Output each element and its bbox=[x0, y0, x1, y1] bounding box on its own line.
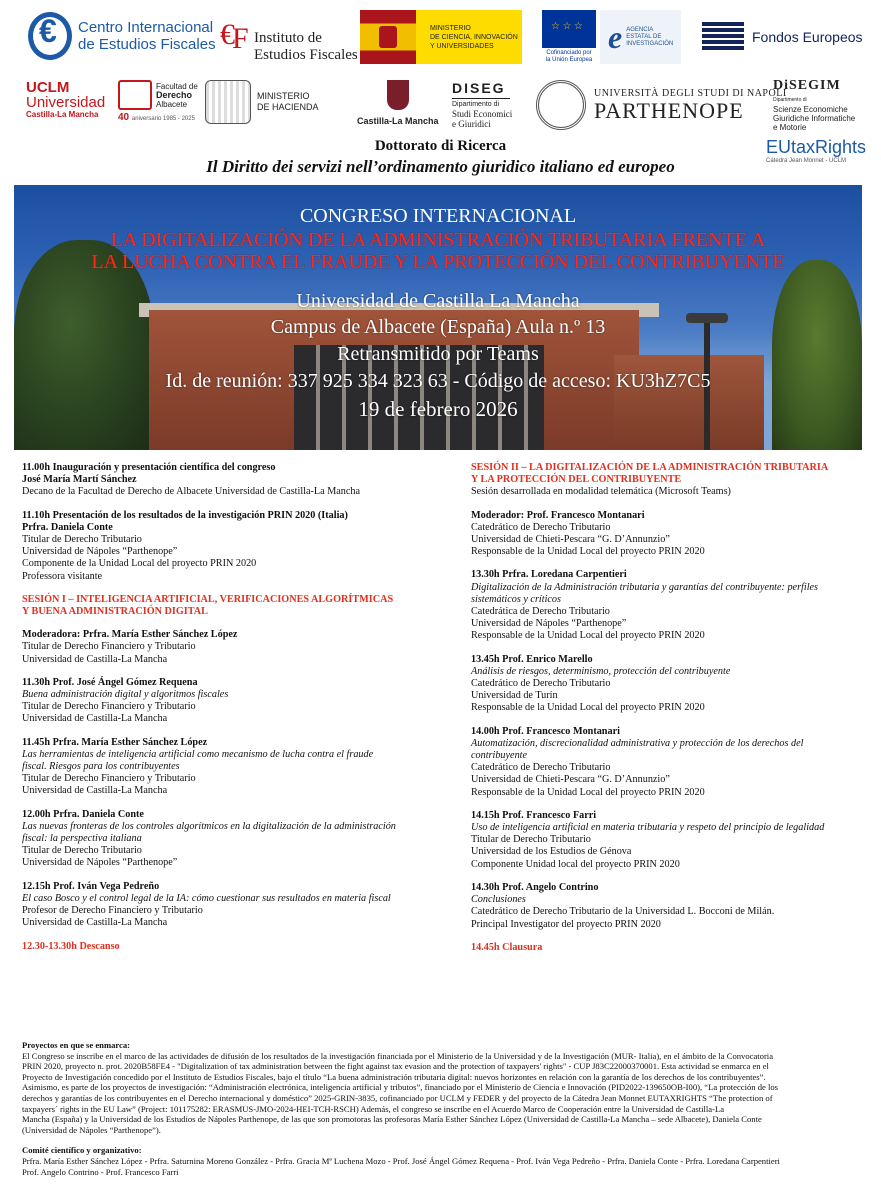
cief-logo-text: Centro Internacional de Estudios Fiscales bbox=[78, 19, 216, 53]
program-line: Titular de Derecho Financiero y Tributario bbox=[22, 641, 196, 653]
program-line: 11.30h Prof. José Ángel Gómez Requena bbox=[22, 676, 198, 688]
program-line: Catedrática de Derecho Tributario bbox=[471, 606, 610, 618]
program-line: Catedrático de Derecho Tributario de la Universidad L. Bocconi de Milán. bbox=[471, 906, 775, 918]
footer-line: Prof. Angelo Contrino - Prof. Francesco Farri bbox=[22, 1166, 179, 1177]
program-line: 13.45h Prof. Enrico Marello bbox=[471, 653, 593, 665]
program-line: Las nuevas fronteras de los controles algorítmicos en la digitalización de la administración bbox=[22, 820, 396, 832]
program-line: Responsable de la Unidad Local del proyecto PRIN 2020 bbox=[471, 630, 705, 642]
uclm-logo: UCLM Universidad Castilla-La Mancha bbox=[26, 79, 106, 119]
program-line: Catedrático de Derecho Tributario bbox=[471, 762, 611, 774]
cief-emblem-icon bbox=[28, 12, 72, 60]
eu-flag-icon bbox=[542, 10, 596, 48]
ministerio-hacienda-logo bbox=[205, 80, 319, 124]
footer-line: derechos y garantías de los contribuyentes en el Derecho internacional y doméstico” 2025-GRIN-3835, cofinanciado por UCLM y FEDER y del proyecto de la Cátedra Jean Monnet EUTAXRIGHTS “The protection of bbox=[22, 1092, 773, 1103]
spacer bbox=[22, 499, 447, 510]
parthenope-seal-icon bbox=[536, 80, 586, 130]
session-heading: SESIÓN II – LA DIGITALIZACIÓN DE LA ADMINISTRACIÓN TRIBUTARIA bbox=[471, 462, 829, 473]
program-line: El caso Bosco y el control legal de la IA: cómo cuestionar sus resultados en materia fiscal bbox=[22, 892, 391, 904]
congress-broadcast: Retransmitido por Teams bbox=[337, 343, 539, 365]
program-line: Componente Unidad local del proyecto PRIN 2020 bbox=[471, 858, 680, 870]
program-line: 12.00h Prfra. Daniela Conte bbox=[22, 808, 144, 820]
parthenope-logo bbox=[536, 80, 787, 130]
spacer bbox=[22, 1135, 867, 1145]
program-line: contribuyente bbox=[471, 750, 528, 762]
congress-university: Universidad de Castilla La Mancha bbox=[296, 290, 580, 312]
dottorato-title: Dottorato di Ricerca bbox=[374, 138, 507, 154]
program-line: 11.10h Presentación de los resultados de la investigación PRIN 2020 (Italia) bbox=[22, 509, 348, 521]
ief-logo-text: Instituto de Estudios Fiscales bbox=[254, 30, 358, 63]
program-line: Conclusiones bbox=[471, 894, 526, 906]
congress-label: CONGRESO INTERNACIONAL bbox=[299, 205, 577, 227]
eutaxrights-logo: EUtaxRights Cátedra Jean Monnet - UCLM bbox=[766, 137, 867, 164]
program-line: Titular de Derecho Financiero y Tributario bbox=[22, 701, 196, 713]
hacienda-logo-text: MINISTERIO DE HACIENDA bbox=[257, 91, 319, 112]
footer-line: Asimismo, es parte de los proyectos de investigación: “Administración electrónica, inteligencia artificial y tributos”, financiado por el Ministerio de Ciencia e Innovación (PID2022-139650OB-I00), “La protección de los bbox=[22, 1082, 779, 1093]
footer-line: Proyecto de Investigación concedido por el Instituto de Estudios Fiscales, bajo el título “La buena administración tributaria digital: nuevos horizontes en relación con la garantía de los derechos de los contribuyentes”. bbox=[22, 1071, 766, 1082]
congress-date: 19 de febrero 2026 bbox=[358, 397, 518, 421]
program-line: Automatización, discrecionalidad administrativa y protección de los derechos del bbox=[471, 737, 804, 749]
aei-logo bbox=[600, 10, 681, 64]
program-line: Universidad de Chieti-Pescara “G. D’Annunzio” bbox=[471, 774, 670, 786]
program-line: Responsable de la Unidad Local del proyecto PRIN 2020 bbox=[471, 546, 705, 558]
facultad-logo-text: Facultad de Derecho Albacete bbox=[156, 81, 198, 109]
cief-logo bbox=[28, 12, 216, 60]
footer-line: Proyectos en que se enmarca: bbox=[22, 1040, 131, 1050]
aei-logo-text: AGENCIA ESTATAL DE INVESTIGACIÓN bbox=[626, 26, 674, 47]
spacer bbox=[22, 726, 447, 737]
spacer bbox=[471, 715, 866, 726]
footer-notes bbox=[22, 1040, 867, 1177]
program-line: Universidad de Nápoles “Parthenope” bbox=[471, 618, 627, 630]
parthenope-logo-text: UNIVERSITÀ DEGLI STUDI DI NAPOLI PARTHENOPE bbox=[594, 87, 787, 123]
program-line: Sesión desarrollada en modalidad telemática (Microsoft Teams) bbox=[471, 486, 731, 498]
program-line: Titular de Derecho Financiero y Tributario bbox=[22, 773, 196, 785]
fondos-stripes-icon bbox=[702, 22, 744, 52]
footer-line: El Congreso se inscribe en el marco de las actividades de difusión de los resultados de la investigación financiada por el Ministerio de la Universidad y de la Investigación (MUR- Italia), en el ámbito de la Convocatoria bbox=[22, 1050, 774, 1061]
program-line: Componente de la Unidad Local del proyecto PRIN 2020 bbox=[22, 558, 257, 570]
program-line: Responsable de la Unidad Local del proyecto PRIN 2020 bbox=[471, 786, 705, 798]
congress-banner bbox=[14, 185, 862, 450]
program-line: Titular de Derecho Tributario bbox=[22, 845, 142, 857]
spacer bbox=[22, 666, 447, 677]
spacer bbox=[22, 618, 447, 629]
program-line: Moderadora: Prfra. María Esther Sánchez López bbox=[22, 629, 238, 641]
diseg-divider bbox=[452, 98, 510, 99]
program-line: 14.00h Prof. Francesco Montanari bbox=[471, 725, 620, 737]
castilla-coat-of-arms-icon bbox=[387, 80, 409, 110]
program-line: Titular de Derecho Tributario bbox=[471, 834, 591, 846]
program-line: Digitalización de la Administración tributaria y garantías del contribuyente: perfiles bbox=[471, 581, 819, 593]
diseg-logo: DISEG Dipartimento di Studi Economici e Giuridici bbox=[452, 80, 513, 129]
program-line: Universidad de Castilla-La Mancha bbox=[22, 785, 168, 797]
program-line: Universidad de Chieti-Pescara “G. D’Annunzio” bbox=[471, 534, 670, 546]
spacer bbox=[471, 871, 866, 882]
footer-line: Comité científico y organizativo: bbox=[22, 1145, 142, 1156]
program-line: 14.15h Prof. Francesco Farri bbox=[471, 809, 597, 821]
program-line: fiscal. Riesgos para los contribuyentes bbox=[22, 761, 180, 773]
ministerio-ciencia-logo bbox=[360, 10, 522, 64]
spacer bbox=[471, 931, 866, 942]
scales-icon bbox=[118, 80, 152, 110]
footer-line: Mancha (España) y la Universidad de los Estudios de Nápoles Parthenope, de las que son promotoras las profesoras María Esther Sánchez López (Universidad de Castilla-La Mancha – sede Albacete), Daniela Conte bbox=[22, 1114, 762, 1125]
program-line: Prfra. Daniela Conte bbox=[22, 521, 113, 533]
facultad-derecho-logo bbox=[118, 80, 198, 123]
session-heading: Y BUENA ADMINISTRACIÓN DIGITAL bbox=[22, 606, 208, 618]
program-line: Universidad de Castilla-La Mancha bbox=[22, 653, 168, 665]
castilla-la-mancha-logo: Castilla-La Mancha bbox=[357, 80, 439, 126]
program-line: Universidad de Castilla-La Mancha bbox=[22, 713, 168, 725]
program-line: 14.30h Prof. Angelo Contrino bbox=[471, 881, 599, 893]
program-line: Universidad de Castilla-La Mancha bbox=[22, 917, 168, 929]
program-line: 11.45h Prfra. María Esther Sánchez López bbox=[22, 736, 208, 748]
footer-line: Prfra. María Esther Sánchez López - Prfra. Saturnina Moreno González - Prfra. Gracia Mª Luchena Mozo - Prof. José Ángel Gómez Requena - Prof. Iván Vega Pedreño - Prfra. Daniela Conte - Prfra. Loredana Carpentieri bbox=[22, 1155, 780, 1166]
program-line: Responsable de la Unidad Local del proyecto PRIN 2020 bbox=[471, 702, 705, 714]
eu-cofinanciado-logo bbox=[542, 10, 596, 64]
program-line: fiscal: la perspectiva italiana bbox=[22, 833, 142, 845]
ministerio-ciencia-text: MINISTERIO DE CIENCIA, INNOVACIÓN Y UNIVERSIDADES bbox=[430, 24, 518, 50]
program-line: Análisis de riesgos, determinismo, protección del contribuyente bbox=[471, 665, 731, 677]
spain-flag-icon bbox=[360, 10, 416, 64]
spacer bbox=[471, 558, 866, 569]
eu-logo-text: Cofinanciado por la Unión Europea bbox=[545, 50, 593, 63]
program-line: Titular de Derecho Tributario bbox=[22, 534, 142, 546]
program-line: Uso de inteligencia artificial en materia tributaria y respeto del principio de legalidad bbox=[471, 822, 825, 834]
program-line: 13.30h Prfra. Loredana Carpentieri bbox=[471, 569, 627, 581]
program-line: 11.00h Inauguración y presentación científica del congreso bbox=[22, 462, 276, 473]
spacer bbox=[22, 870, 447, 881]
disegim-logo: DiSEGIM Dipartimento di Scienze Economiche Giuridiche Informatiche e Motorie bbox=[773, 78, 856, 132]
congress-title: LA DIGITALIZACIÓN DE LA ADMINISTRACIÓN TRIBUTARIA FRENTE A LA LUCHA CONTRA EL FRAUDE Y LA PROTECCIÓN DEL CONTRIBUYENTE bbox=[91, 229, 785, 273]
program-line: Universidad de Nápoles “Parthenope” bbox=[22, 546, 178, 558]
footer-line: taxpayers´ rights in the EU Law” (Project: 101175282: ERASMUS-JMO-2024-HEI-TCH-RSCH) Además, el congreso se inscribe en el Acuerdo Marco de Cooperación entre la Universidad de Castilla-La bbox=[22, 1103, 725, 1114]
spacer bbox=[22, 930, 447, 941]
congress-campus: Campus de Albacete (España) Aula n.º 13 bbox=[270, 316, 606, 338]
program-line: José María Martí Sánchez bbox=[22, 474, 137, 486]
dottorato-subtitle: Il Diritto dei servizi nell’ordinamento giuridico italiano ed europeo bbox=[206, 157, 675, 176]
program-line: 12.15h Prof. Iván Vega Pedreño bbox=[22, 880, 160, 892]
session-heading: SESIÓN I – INTELIGENCIA ARTIFICIAL, VERIFICACIONES ALGORÍTMICAS bbox=[22, 593, 394, 605]
spacer bbox=[22, 798, 447, 809]
fondos-logo-text: Fondos Europeos bbox=[752, 29, 863, 45]
spacer bbox=[471, 643, 866, 654]
session-heading: 12.30-13.30h Descanso bbox=[22, 940, 120, 952]
program-line: Buena administración digital y algoritmos fiscales bbox=[22, 689, 229, 701]
ief-logo bbox=[220, 10, 358, 64]
program-line: Catedrático de Derecho Tributario bbox=[471, 678, 611, 690]
program-line: sistemáticos y críticos bbox=[471, 593, 561, 605]
footer-line: PRIN 2020, proyecto n. prot. 2020B58FE4 - "Digitalization of tax administration between the fight against tax evasion and the protection of taxpayers' rights" - CUP J83C22000370001. Esta actividad se enmarca en el bbox=[22, 1061, 769, 1072]
program-line: Las herramientas de inteligencia artificial como mecanismo de lucha contra el fraude bbox=[22, 748, 374, 760]
program-line: Profesor de Derecho Financiero y Tributario bbox=[22, 905, 203, 917]
spacer bbox=[471, 799, 866, 810]
ief-emblem-icon: € F bbox=[220, 18, 249, 55]
program-line: Universidad de Turín bbox=[471, 690, 558, 702]
program-column-right bbox=[471, 462, 866, 954]
program-line: Catedrático de Derecho Tributario bbox=[471, 521, 611, 533]
facultad-anniversary: 40 aniversario 1985 - 2025 bbox=[118, 112, 195, 123]
hacienda-coat-of-arms-icon bbox=[205, 80, 251, 124]
program-line: Moderador: Prof. Francesco Montanari bbox=[471, 509, 645, 521]
fondos-europeos-logo bbox=[702, 22, 863, 52]
program-line: Principal Investigator del proyecto PRIN 2020 bbox=[471, 918, 661, 930]
session-heading: 14.45h Clausura bbox=[471, 941, 543, 953]
program-line: Decano de la Facultad de Derecho de Albacete Universidad de Castilla-La Mancha bbox=[22, 486, 361, 498]
session-heading: Y LA PROTECCIÓN DEL CONTRIBUYENTE bbox=[471, 474, 682, 486]
program-line: Universidad de los Estudios de Génova bbox=[471, 846, 632, 858]
program-line: Universidad de Nápoles “Parthenope” bbox=[22, 857, 178, 869]
congress-meeting-id: Id. de reunión: 337 925 334 323 63 - Código de acceso: KU3hZ7C5 bbox=[165, 370, 711, 392]
footer-line: (Universidad de Nápoles “Parthenope”). bbox=[22, 1124, 161, 1135]
coat-of-arms-icon bbox=[379, 26, 397, 48]
program-line: Professora visitante bbox=[22, 570, 103, 582]
program-column-left bbox=[22, 462, 447, 953]
spacer bbox=[22, 583, 447, 594]
spacer bbox=[471, 499, 866, 510]
aei-emblem-icon: e bbox=[608, 18, 623, 55]
